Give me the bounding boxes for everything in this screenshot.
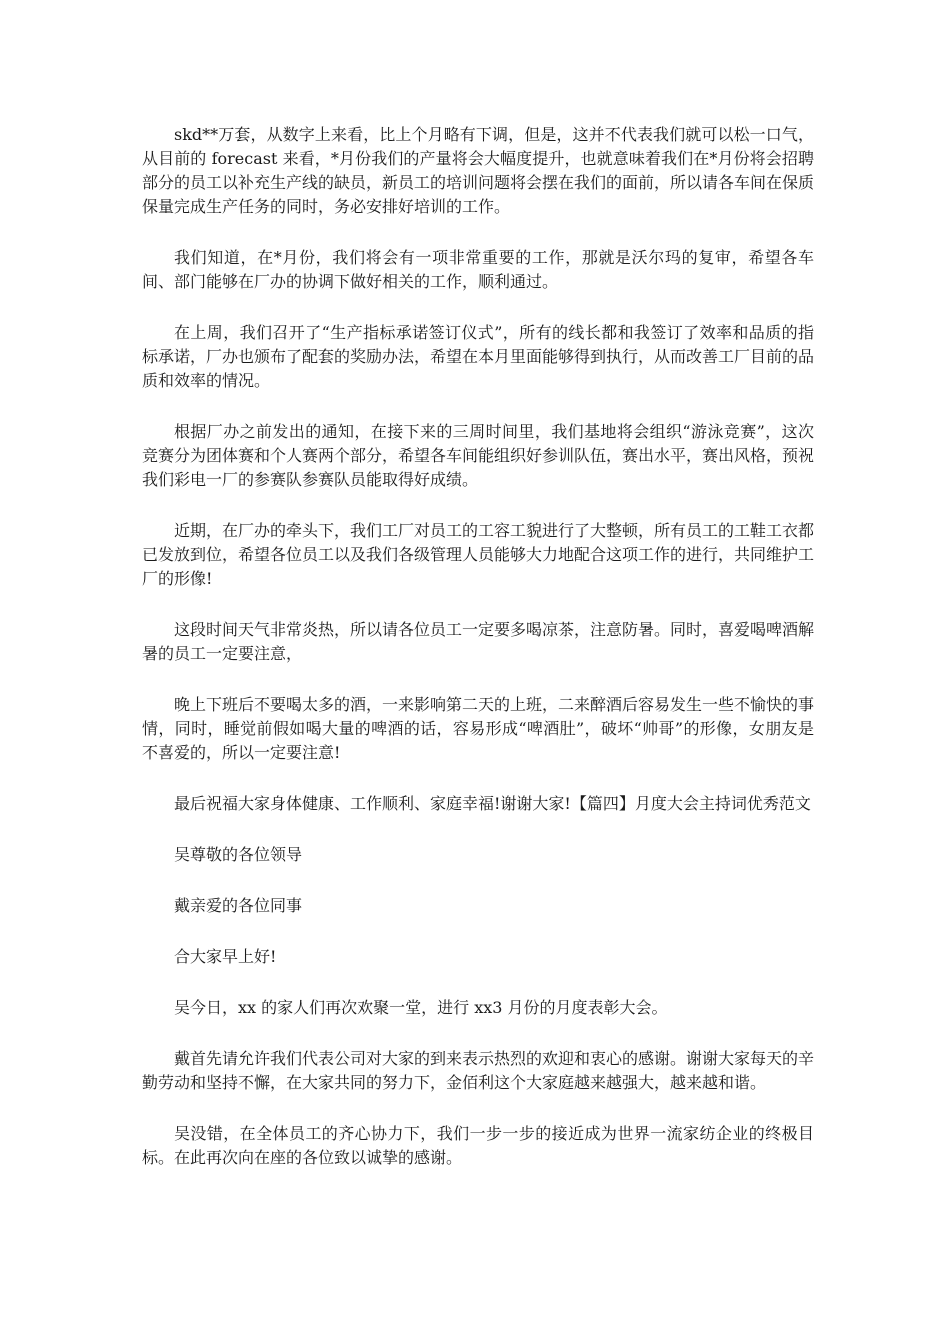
paragraph-commitment-ceremony: 在上周，我们召开了“生产指标承诺签订仪式”，所有的线长都和我签订了效率和品质的指标承诺，厂办也颁布了配套的奖励办法，希望在本月里面能够得到执行，从而改善工厂目前的品质和效率的情况。	[142, 323, 815, 390]
paragraph-walmart-audit: 我们知道，在*月份，我们将会有一项非常重要的工作，那就是沃尔玛的复审，希望各车间、部门能够在厂办的协调下做好相关的工作，顺利通过。	[142, 248, 814, 291]
paragraph-closing-wishes: 最后祝福大家身体健康、工作顺利、家庭幸福!谢谢大家!【篇四】月度大会主持词优秀范文	[174, 794, 811, 813]
paragraph-production-forecast: skd**万套，从数字上来看，比上个月略有下调，但是，这并不代表我们就可以松一口气，从目前的 forecast 来看，*月份我们的产量将会大幅度提升，也就意味着我们在*月份将会招聘部分的员工以补充生产线的缺员，新员工的培训问题将会摆在我们的面前，所以请各车间在保质保量完成生产任务的同时，务必安排好培训的工作。	[142, 125, 815, 216]
paragraph-heat-warning: 这段时间天气非常炎热，所以请各位员工一定要多喝凉茶，注意防暑。同时，喜爱喝啤酒解暑的员工一定要注意，	[142, 620, 815, 663]
paragraph-greeting-leaders: 吴尊敬的各位领导	[174, 845, 303, 864]
paragraph-good-morning: 合大家早上好!	[174, 947, 277, 966]
document-page	[142, 123, 814, 1197]
paragraph-drinking-advice: 晚上下班后不要喝太多的酒，一来影响第二天的上班，二来醉酒后容易发生一些不愉快的事情，同时，睡觉前假如喝大量的啤酒的话，容易形成“啤酒肚”，破坏“帅哥”的形像，女朋友是不喜爱的，所以一定要注意!	[142, 695, 815, 762]
paragraph-gathering: 吴今日，xx 的家人们再次欢聚一堂，进行 xx3 月份的月度表彰大会。	[174, 998, 668, 1017]
paragraph-appearance-rectification: 近期，在厂办的牵头下，我们工厂对员工的工容工貌进行了大整顿，所有员工的工鞋工衣都已发放到位，希望各位员工以及我们各级管理人员能够大力地配合这项工作的进行，共同维护工厂的形像!	[142, 521, 815, 588]
paragraph-welcome-thanks: 戴首先请允许我们代表公司对大家的到来表示热烈的欢迎和衷心的感谢。谢谢大家每天的辛勤劳动和坚持不懈，在大家共同的努力下，金佰利这个大家庭越来越强大，越来越和谐。	[142, 1049, 815, 1092]
paragraph-swimming-contest: 根据厂办之前发出的通知，在接下来的三周时间里，我们基地将会组织“游泳竞赛”，这次竞赛分为团体赛和个人赛两个部分，希望各车间能组织好参训队伍，赛出水平，赛出风格，预祝我们彩电一厂的参赛队参赛队员能取得好成绩。	[142, 422, 815, 489]
paragraph-greeting-colleagues: 戴亲爱的各位同事	[174, 896, 303, 915]
paragraph-company-goal: 吴没错，在全体员工的齐心协力下，我们一步一步的接近成为世界一流家纺企业的终极目标。在此再次向在座的各位致以诚挚的感谢。	[142, 1124, 814, 1167]
